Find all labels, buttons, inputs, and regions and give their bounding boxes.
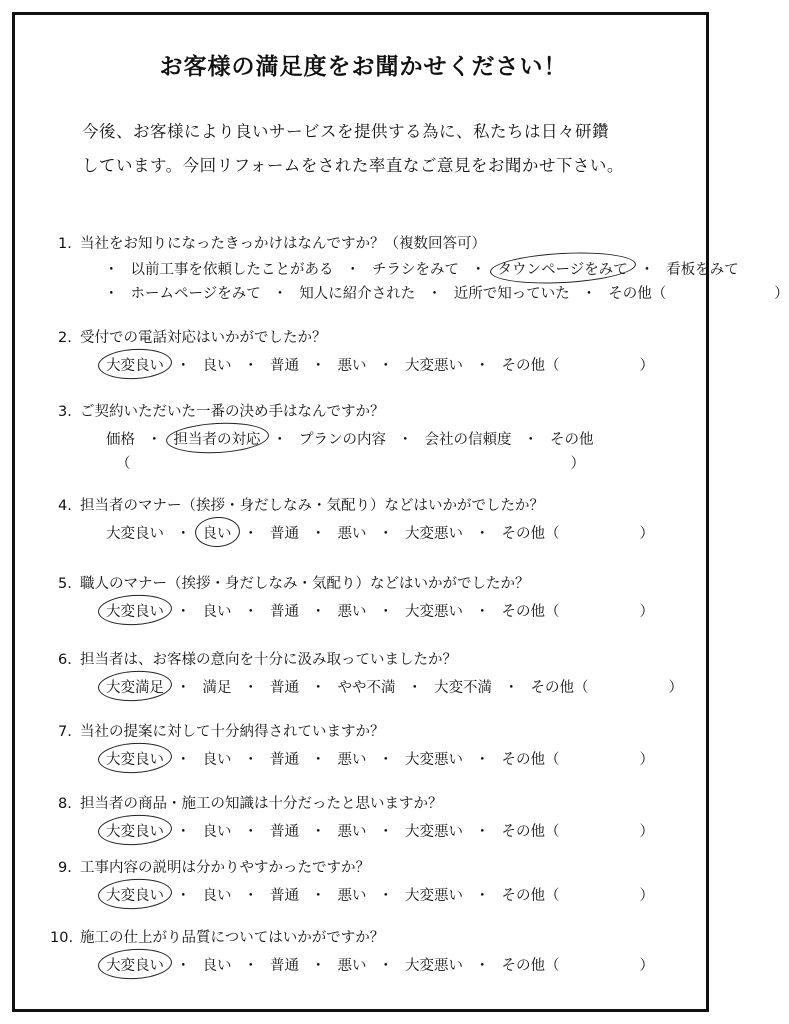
question-number: 5. bbox=[58, 576, 72, 592]
option-good[interactable]: 良い bbox=[202, 752, 232, 768]
option-very-bad[interactable]: 大変悪い bbox=[405, 824, 463, 840]
question-4 bbox=[58, 494, 544, 515]
intro-line-2: しています。今回リフォームをされた率直なご意見をお聞かせ下さい。 bbox=[82, 156, 624, 175]
other-close-paren: ） bbox=[639, 958, 654, 974]
question-text: 受付での電話対応はいかがでしたか？ bbox=[80, 330, 327, 346]
question-8-options: 大変良い ・ 良い ・ 普通 ・ 悪い ・ 大変悪い ・ その他（ ） bbox=[106, 820, 654, 841]
option-very-good[interactable]: 大変良い bbox=[106, 526, 164, 542]
question-number: 10. bbox=[50, 930, 74, 946]
question-5-options: 大変良い ・ 良い ・ 普通 ・ 悪い ・ 大変悪い ・ その他（ ） bbox=[106, 600, 654, 621]
question-text: 施工の仕上がり品質についてはいかがですか？ bbox=[80, 930, 385, 946]
question-3-options: 価格 ・ 担当者の対応 ・ プランの内容 ・ 会社の信頼度 ・ その他 bbox=[106, 428, 594, 449]
option-satisfied[interactable]: 満足 bbox=[202, 680, 232, 696]
question-4-options: 大変良い ・ 良い ・ 普通 ・ 悪い ・ 大変悪い ・ その他（ ） bbox=[106, 522, 654, 543]
question-text: 担当者は、お客様の意向を十分に汲み取っていましたか？ bbox=[80, 652, 457, 668]
option-normal[interactable]: 普通 bbox=[270, 752, 299, 768]
question-number: 6. bbox=[58, 652, 72, 668]
question-text: 担当者の商品・施工の知識は十分だったと思いますか？ bbox=[80, 796, 443, 812]
option-plan-content[interactable]: プランの内容 bbox=[299, 432, 386, 448]
option-very-dissatisfied[interactable]: 大変不満 bbox=[434, 680, 492, 696]
option-company-trust[interactable]: 会社の信頼度 bbox=[424, 432, 512, 448]
other-close-paren: ） bbox=[639, 604, 654, 620]
option-referral[interactable]: 知人に紹介された bbox=[299, 286, 416, 302]
open-paren: （ bbox=[116, 456, 131, 472]
option-homepage[interactable]: ホームページをみて bbox=[130, 286, 261, 302]
option-very-satisfied[interactable]: 大変満足 bbox=[106, 676, 164, 697]
option-very-good[interactable]: 大変良い bbox=[106, 600, 164, 621]
question-3-other-field[interactable] bbox=[116, 452, 585, 473]
option-other[interactable]: その他（ bbox=[501, 888, 560, 904]
option-bad[interactable]: 悪い bbox=[337, 824, 367, 840]
option-very-good[interactable]: 大変良い bbox=[106, 820, 164, 841]
option-good[interactable]: 良い bbox=[203, 522, 232, 543]
option-staff-response[interactable]: 担当者の対応 bbox=[174, 428, 261, 449]
option-very-bad[interactable]: 大変悪い bbox=[405, 958, 463, 974]
question-7-options: 大変良い ・ 良い ・ 普通 ・ 悪い ・ 大変悪い ・ その他（ ） bbox=[106, 748, 654, 769]
question-8 bbox=[58, 792, 443, 813]
question-text: ご契約いただいた一番の決め手はなんですか？ bbox=[80, 404, 385, 420]
question-1-options-row-1: ・ 以前工事を依頼したことがある ・ チラシをみて ・ タウンページをみて ・ 看板をみて bbox=[92, 258, 739, 279]
option-very-bad[interactable]: 大変悪い bbox=[405, 888, 463, 904]
option-normal[interactable]: 普通 bbox=[270, 604, 299, 620]
option-signboard[interactable]: 看板をみて bbox=[666, 262, 739, 278]
option-other[interactable]: その他（ bbox=[501, 752, 560, 768]
option-very-bad[interactable]: 大変悪い bbox=[405, 526, 463, 542]
other-close-paren: ） bbox=[639, 526, 654, 542]
option-very-bad[interactable]: 大変悪い bbox=[405, 752, 463, 768]
option-bad[interactable]: 悪い bbox=[337, 604, 367, 620]
option-very-good[interactable]: 大変良い bbox=[106, 748, 164, 769]
option-price[interactable]: 価格 bbox=[106, 432, 135, 448]
option-other[interactable]: その他（ bbox=[501, 958, 560, 974]
option-somewhat-dissatisfied[interactable]: やや不満 bbox=[337, 680, 396, 696]
question-text: 工事内容の説明は分かりやすかったですか？ bbox=[80, 860, 370, 876]
question-number: 8. bbox=[58, 796, 72, 812]
question-number: 4. bbox=[58, 498, 72, 514]
option-bad[interactable]: 悪い bbox=[337, 888, 367, 904]
question-number: 3. bbox=[58, 404, 72, 420]
option-normal[interactable]: 普通 bbox=[270, 958, 299, 974]
option-normal[interactable]: 普通 bbox=[270, 358, 299, 374]
option-other[interactable]: その他 bbox=[550, 432, 594, 448]
other-close-paren: ） bbox=[639, 358, 654, 374]
question-1-options-row-2: ・ ホームページをみて ・ 知人に紹介された ・ 近所で知っていた ・ その他（ ） bbox=[92, 282, 789, 303]
intro-line-1: 今後、お客様により良いサービスを提供する為に、私たちは日々研鑽 bbox=[82, 122, 609, 141]
option-very-good[interactable]: 大変良い bbox=[106, 884, 164, 905]
survey-title: お客様の満足度をお聞かせください！ bbox=[159, 54, 568, 80]
option-good[interactable]: 良い bbox=[202, 358, 232, 374]
option-good[interactable]: 良い bbox=[202, 824, 232, 840]
other-close-paren: ） bbox=[639, 888, 654, 904]
option-nearby[interactable]: 近所で知っていた bbox=[453, 286, 570, 302]
option-flyer[interactable]: チラシをみて bbox=[372, 262, 459, 278]
question-10 bbox=[50, 926, 384, 947]
option-very-bad[interactable]: 大変悪い bbox=[405, 604, 463, 620]
question-text: 職人のマナー（挨拶・身だしなみ・気配り）などはいかがでしたか？ bbox=[80, 576, 530, 592]
question-3 bbox=[58, 400, 385, 421]
question-text: 担当者のマナー（挨拶・身だしなみ・気配り）などはいかがでしたか？ bbox=[80, 498, 544, 514]
option-bad[interactable]: 悪い bbox=[337, 358, 367, 374]
option-bad[interactable]: 悪い bbox=[337, 752, 367, 768]
other-close-paren: ） bbox=[639, 752, 654, 768]
option-town-page[interactable]: タウンページをみて bbox=[498, 258, 628, 279]
option-very-bad[interactable]: 大変悪い bbox=[405, 358, 463, 374]
option-normal[interactable]: 普通 bbox=[270, 680, 299, 696]
option-very-good[interactable]: 大変良い bbox=[106, 354, 164, 375]
question-10-options: 大変良い ・ 良い ・ 普通 ・ 悪い ・ 大変悪い ・ その他（ ） bbox=[106, 954, 654, 975]
option-other[interactable]: その他（ bbox=[501, 526, 560, 542]
question-number: 2. bbox=[58, 330, 72, 346]
other-close-paren: ） bbox=[668, 680, 683, 696]
question-9 bbox=[58, 856, 370, 877]
option-other[interactable]: その他（ bbox=[501, 604, 560, 620]
question-number: 1. bbox=[58, 236, 72, 252]
option-other[interactable]: その他（ bbox=[501, 824, 560, 840]
option-good[interactable]: 良い bbox=[202, 888, 232, 904]
option-other[interactable]: その他（ bbox=[501, 358, 560, 374]
option-very-good[interactable]: 大変良い bbox=[106, 954, 164, 975]
option-good[interactable]: 良い bbox=[202, 958, 232, 974]
option-previous-work[interactable]: 以前工事を依頼したことがある bbox=[130, 262, 334, 278]
question-text: 当社をお知りになったきっかけはなんですか？（複数回答可） bbox=[80, 236, 486, 252]
question-9-options: 大変良い ・ 良い ・ 普通 ・ 悪い ・ 大変悪い ・ その他（ ） bbox=[106, 884, 654, 905]
close-paren: ） bbox=[570, 456, 585, 472]
question-text: 当社の提案に対して十分納得されていますか？ bbox=[80, 724, 385, 740]
option-other[interactable]: その他（ bbox=[530, 680, 589, 696]
question-2 bbox=[58, 326, 327, 347]
option-other[interactable]: その他（ bbox=[608, 286, 667, 302]
question-number: 9. bbox=[58, 860, 72, 876]
option-bad[interactable]: 悪い bbox=[337, 958, 367, 974]
question-6-options: 大変満足 ・ 満足 ・ 普通 ・ やや不満 ・ 大変不満 ・ その他（ ） bbox=[106, 676, 683, 697]
option-normal[interactable]: 普通 bbox=[270, 824, 299, 840]
option-bad[interactable]: 悪い bbox=[337, 526, 367, 542]
question-5 bbox=[58, 572, 530, 593]
question-1 bbox=[58, 232, 486, 253]
other-close-paren: ） bbox=[639, 824, 654, 840]
option-normal[interactable]: 普通 bbox=[270, 526, 299, 542]
question-2-options: 大変良い ・ 良い ・ 普通 ・ 悪い ・ 大変悪い ・ その他（ ） bbox=[106, 354, 654, 375]
option-good[interactable]: 良い bbox=[202, 604, 232, 620]
option-normal[interactable]: 普通 bbox=[270, 888, 299, 904]
question-7 bbox=[58, 720, 385, 741]
question-number: 7. bbox=[58, 724, 72, 740]
other-close-paren: ） bbox=[774, 286, 789, 302]
question-6 bbox=[58, 648, 457, 669]
